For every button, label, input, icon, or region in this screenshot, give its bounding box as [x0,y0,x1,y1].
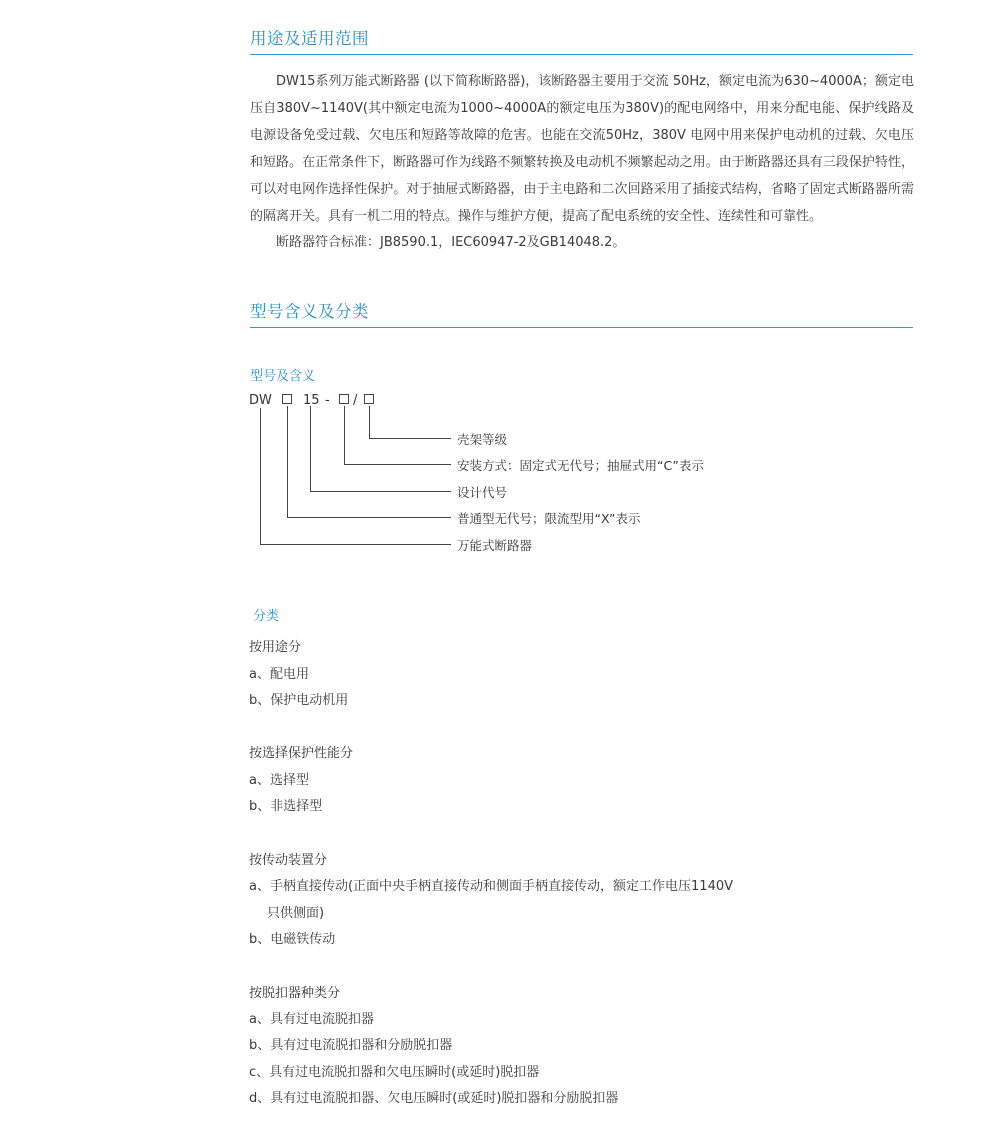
model-box-frame [364,394,374,404]
group-heading-usage: 按用途分 [249,640,302,655]
model-meaning-subtitle: 型号及含义 [250,369,316,384]
connector-design-horizontal [310,491,451,492]
connector-frame-horizontal [369,438,451,439]
usage-paragraph: DW15系列万能式断路器 (以下简称断路器)，该断路器主要用于交流 50Hz，额定电流为630~4000A；额定电压自380V~1140V(其中额定电流为1000~4000A的额定电压为380V)的配电网络中，用来分配电能、保护线路及电源设备免受过载、欠电压和短路等故障的危害。也能在交流50Hz，380V 电网中用来保护电动机的过载、欠电压和短路。在正常条件下，断路器可作为线路不频繁转换及电动机不频繁起动之用。由于断路器还具有三段保护特性，可以对电网作选择性保护。对于抽屉式断路器，由于主电路和二次回路采用了插接式结构，省略了固定式断路器所需的隔离开关。具有一机二用的特点。操作与维护方便，提高了配电系统的安全性、连续性和可靠性。 [250,74,914,224]
label-install-method: 安装方式：固定式无代号；抽屉式用“C”表示 [457,458,704,473]
label-universal-breaker: 万能式断路器 [457,538,533,553]
list-item-continuation: 只供侧面) [267,906,325,921]
connector-design-vertical [310,406,311,491]
model-box-type [282,394,292,404]
connector-category-vertical [260,408,261,544]
group-heading-selectivity: 按选择保护性能分 [249,746,354,761]
model-number: 15 [303,393,320,408]
model-box-install [339,394,349,404]
connector-type-vertical [287,406,288,517]
model-dash: - [325,393,330,408]
list-item: a、手柄直接传动(正面中央手柄直接传动和侧面手柄直接传动，额定工作电压1140V [249,879,734,894]
label-type-code: 普通型无代号；限流型用“X”表示 [457,511,641,526]
list-item: b、电磁铁传动 [249,932,336,947]
group-heading-release: 按脱扣器种类分 [249,986,341,1001]
connector-type-horizontal [287,517,451,518]
list-item: a、具有过电流脱扣器 [249,1012,374,1027]
list-item: a、配电用 [249,667,309,682]
section-divider-model [250,327,913,328]
classification-subtitle: 分类 [253,609,280,624]
connector-category-horizontal [260,544,451,545]
group-heading-drive: 按传动装置分 [249,853,328,868]
section-title-usage: 用途及适用范围 [250,29,369,48]
model-prefix: DW [249,393,272,408]
list-item: b、具有过电流脱扣器和分励脱扣器 [249,1038,453,1053]
connector-install-horizontal [344,464,451,465]
connector-install-vertical [344,406,345,464]
list-item: b、保护电动机用 [249,693,349,708]
label-design-code: 设计代号 [457,485,508,500]
label-frame-grade: 壳架等级 [457,432,508,447]
list-item: d、具有过电流脱扣器、欠电压瞬时(或延时)脱扣器和分励脱扣器 [249,1091,619,1106]
section-divider-usage [250,54,913,55]
list-item: c、具有过电流脱扣器和欠电压瞬时(或延时)脱扣器 [249,1065,540,1080]
list-item: b、非选择型 [249,799,323,814]
standards-paragraph: 断路器符合标准：JB8590.1，IEC60947-2及GB14048.2。 [276,235,626,250]
connector-frame-vertical [369,406,370,438]
model-slash: / [353,393,358,408]
section-title-model: 型号含义及分类 [250,302,369,321]
list-item: a、选择型 [249,773,309,788]
